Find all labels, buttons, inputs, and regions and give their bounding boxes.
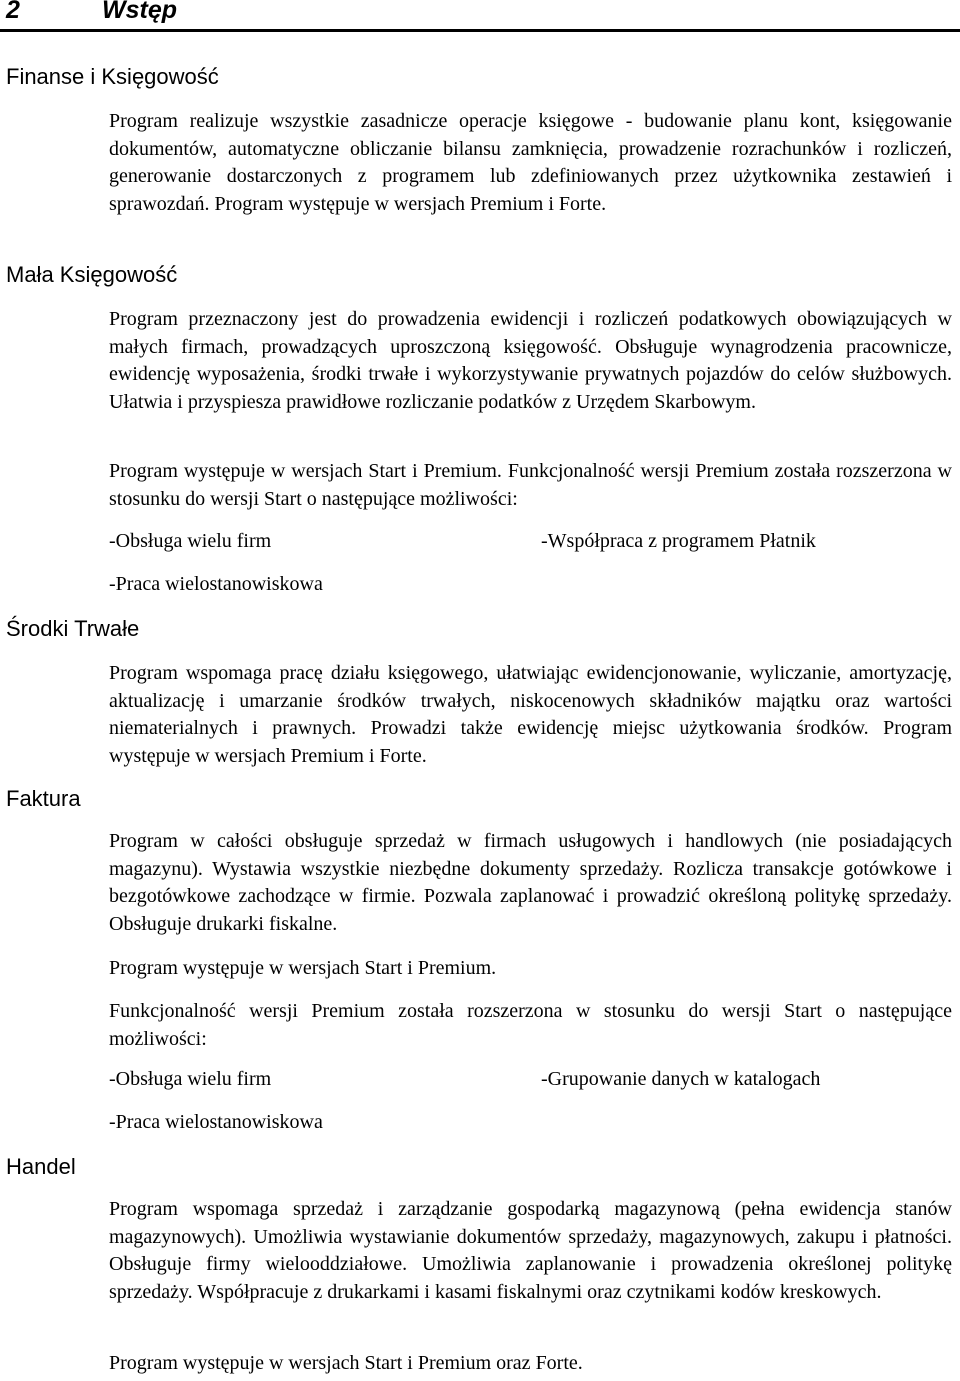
section-heading-mala: Mała Księgowość <box>6 262 178 287</box>
section-paragraph-mala-1: Program przeznaczony jest do prowadzenia ewidencji i rozliczeń podatkowych obowiązujących w małych firmach, prowadzących uproszczoną księgowość. Obsługuje wynagrodzenia pracownicze, ewidencję wyposażenia, środki trwałe i wykorzystywanie prywatnych pojazdów do celów służbowych. Ułatwia i przyspiesza prawidłowe rozliczanie podatków z Urzędem Skarbowym. <box>109 308 952 413</box>
page-header <box>0 0 960 32</box>
section-paragraph-faktura-1: Program w całości obsługuje sprzedaż w firmach usługowych i handlowych (nie posiadających magazynu). Wystawia wszystkie niezbędne dokumenty sprzedaży. Rozlicza transakcje gotówkowe i bezgotówkowe zachodzące w firmie. Pozwala zaplanować i prowadzić określoną politykę sprzedaży. Obsługuje drukarki fiskalne. <box>109 830 952 935</box>
section-paragraph-srodki: Program wspomaga pracę działu księgowego, ułatwiając ewidencjonowanie, wyliczanie, amortyzację, aktualizację i umarzanie środków trwałych, niskocenowych składników majątku oraz wartości niematerialnych i prawnych. Prowadzi także ewidencję miejsc użytkowania środków. Program występuje w wersjach Premium i Forte. <box>109 662 952 767</box>
feature-item: -Praca wielostanowiskowa <box>109 573 323 595</box>
section-paragraph-finanse: Program realizuje wszystkie zasadnicze operacje księgowe - budowanie planu kont, księgowanie dokumentów, automatyczne obliczanie bilansu zamknięcia, prowadzenie rozrachunków i rozliczeń, generowanie dostarczonych z programem lub zdefiniowanych przez użytkownika zestawień i sprawozdań. Program występuje w wersjach Premium i Forte. <box>109 110 952 215</box>
section-heading-finanse: Finanse i Księgowość <box>6 64 219 89</box>
section-heading-handel: Handel <box>6 1154 76 1179</box>
section-heading-srodki: Środki Trwałe <box>6 616 140 641</box>
section-paragraph-faktura-2: Program występuje w wersjach Start i Premium. <box>109 957 497 979</box>
section-paragraph-faktura-3: Funkcjonalność wersji Premium została rozszerzona w stosunku do wersji Start o następujące możliwości: <box>109 1000 952 1050</box>
feature-item: -Praca wielostanowiskowa <box>109 1111 323 1133</box>
feature-item: -Grupowanie danych w katalogach <box>541 1068 821 1090</box>
section-paragraph-handel-1: Program wspomaga sprzedaż i zarządzanie gospodarką magazynową (pełna ewidencja stanów magazynowych). Umożliwia wystawianie dokumentów sprzedaży, magazynowych, zakupu i płatności. Obsługuje firmy wielooddziałowe. Umożliwia zaplanowanie i prowadzenia określonej politykę sprzedaży. Współpracuje z drukarkami i kasami fiskalnymi oraz czytnikami kodów kreskowych. <box>109 1198 952 1303</box>
feature-item: -Obsługa wielu firm <box>109 530 272 552</box>
section-paragraph-handel-2: Program występuje w wersjach Start i Premium oraz Forte. <box>109 1352 583 1374</box>
feature-item: -Obsługa wielu firm <box>109 1068 272 1090</box>
feature-item: -Współpraca z programem Płatnik <box>541 530 816 552</box>
page-number: 2 <box>6 0 20 24</box>
section-paragraph-mala-2: Program występuje w wersjach Start i Premium. Funkcjonalność wersji Premium została rozszerzona w stosunku do wersji Start o następujące możliwości: <box>109 460 952 510</box>
section-heading-faktura: Faktura <box>6 786 81 811</box>
chapter-title: Wstęp <box>102 0 177 24</box>
